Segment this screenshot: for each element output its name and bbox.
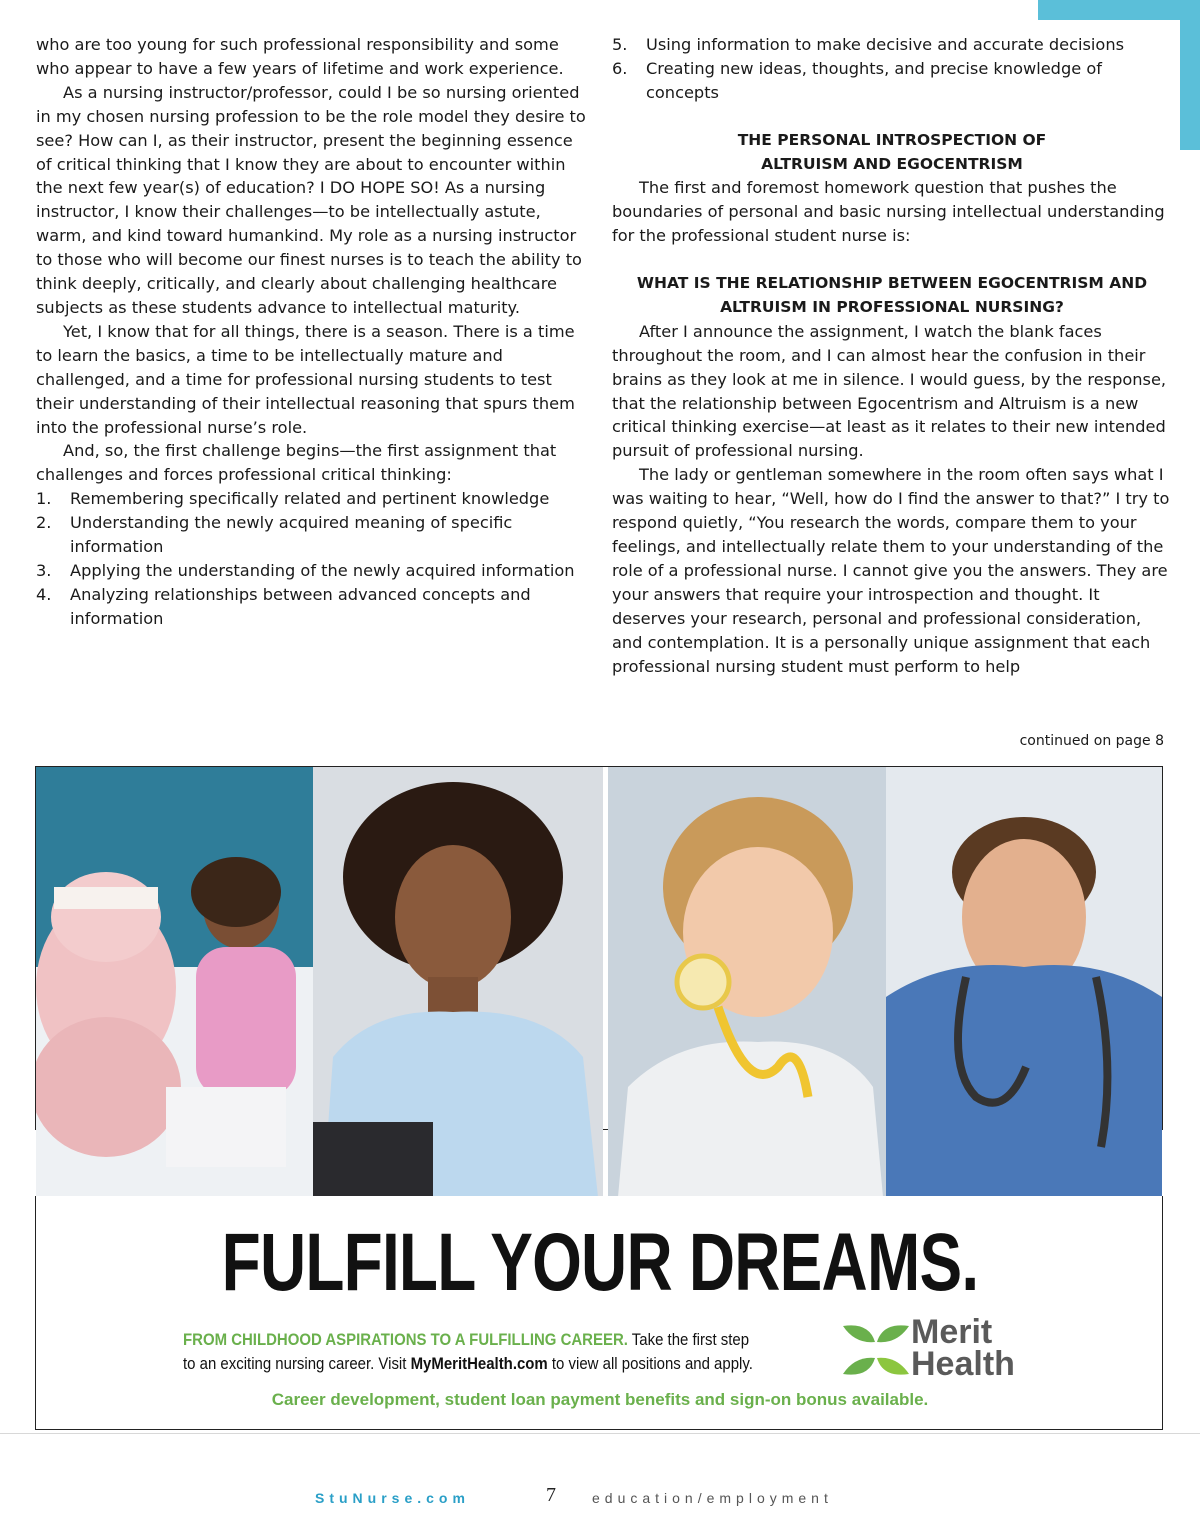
logo-text-health: Health [911, 1345, 1015, 1383]
paragraph: who are too young for such professional responsibility and some who appear to have a few years of lifetime and work experience. [36, 35, 564, 78]
ad-tagline: FROM CHILDHOOD ASPIRATIONS TO A FULFILLING CAREER. Take the first step to an exciting nursing career. Visit MyMeritHealth.com to view all positions and apply. [183, 1330, 753, 1373]
ad-photo-female-nurse [313, 767, 603, 1197]
ad-photo-girl-with-bear [36, 767, 313, 1197]
ad-benefits: Career development, student loan payment benefits and sign-on bonus available. [271, 1390, 929, 1409]
list-item: 3. Applying the understanding of the newly acquired information [36, 560, 575, 580]
merit-health-logo [841, 1313, 1031, 1383]
section-heading: WHAT IS THE RELATIONSHIP BETWEEN EGOCENTRISM AND ALTRUISM IN PROFESSIONAL NURSING? [636, 274, 1148, 316]
page-footer [0, 1484, 1200, 1512]
continued-note: continued on page 8 [1019, 733, 1164, 749]
footer-section: education/employment [592, 1490, 833, 1506]
side-accent-bar [1180, 0, 1200, 150]
footer-page-number: 7 [546, 1484, 556, 1506]
list-item: 6. Creating new ideas, thoughts, and precise knowledge of concepts [612, 58, 1102, 102]
list-item: 5. Using information to make decisive and accurate decisions [612, 35, 1125, 54]
logo-text-merit: Merit [911, 1313, 993, 1351]
paragraph: The first and foremost homework question that pushes the boundaries of personal and basic nursing intellectual understanding for the professional student nurse is: [612, 178, 1165, 246]
section-heading: THE PERSONAL INTROSPECTION OF ALTRUISM AND EGOCENTRISM [737, 130, 1047, 173]
leaf-icon [841, 1318, 911, 1382]
advertisement [35, 766, 1163, 1130]
list-item: 1. Remembering specifically related and pertinent knowledge [36, 489, 550, 509]
list-item: 2. Understanding the newly acquired meaning of specific information [36, 513, 513, 557]
article-right-column [612, 33, 1172, 678]
footer-rule [0, 1433, 1200, 1434]
paragraph: Yet, I know that for all things, there is a season. There is a time to learn the basics, a time to be intellectually mature and challenged, and a time for professional nursing students to test their understanding of their intellectual reasoning that spurs them into the professional nurse’s role. [36, 321, 575, 437]
list-item: 4. Analyzing relationships between advanced concepts and information [36, 584, 531, 628]
ad-tagline-highlight: FROM CHILDHOOD ASPIRATIONS TO A FULFILLING CAREER. [183, 1330, 628, 1349]
paragraph: The lady or gentleman somewhere in the room often says what I was waiting to hear, “Well, how do I find the answer to that?” I try to respond quietly, “You research the words, compare them to your feelings, and intellectually relate them to your understanding of the role of a professional nurse. I cannot give you the answers. They are your answers that require your introspection and thought. It deserves your research, personal and professional consideration, and contemplation. It is a personally unique assignment that each professional nursing student must perform to help [612, 465, 1170, 676]
ad-website-link[interactable]: MyMeritHealth.com [410, 1354, 548, 1373]
advertisement-text-panel [35, 1196, 1163, 1430]
paragraph: After I announce the assignment, I watch the blank faces throughout the room, and I can almost hear the confusion in their brains as they look at me in silence. I would guess, by the response, that the relationship between Egocentrism and Altruism is a new critical thinking exercise—at least as it relates to their new intended pursuit of professional nursing. [612, 321, 1167, 461]
numbered-list [36, 487, 588, 630]
ad-headline: FULFILL YOUR DREAMS. [221, 1217, 979, 1308]
top-accent-bar [1038, 0, 1200, 20]
ad-photo-boy-stethoscope [608, 767, 886, 1197]
numbered-list [612, 33, 1172, 105]
paragraph: As a nursing instructor/professor, could I be so nursing oriented in my chosen nursing profession to be the role model they desire to see? How can I, as their instructor, present the beginning essence of critical thinking that I know they are about to encounter within the next few year(s) of education? I DO HOPE SO! As a nursing instructor, I know their challenges—to be intellectually astute, warm, and kind toward humankind. My role as a nursing instructor to those who will become our finest nurses is to teach the ability to think deeply, critically, and clearly about challenging healthcare subjects as these students advance to intellectual maturity. [36, 82, 586, 317]
ad-photo-male-nurse [886, 767, 1162, 1197]
footer-site-name[interactable]: StuNurse.com [315, 1490, 470, 1506]
article-left-column [36, 33, 588, 631]
paragraph: And, so, the first challenge begins—the first assignment that challenges and forces professional critical thinking: [36, 441, 557, 485]
